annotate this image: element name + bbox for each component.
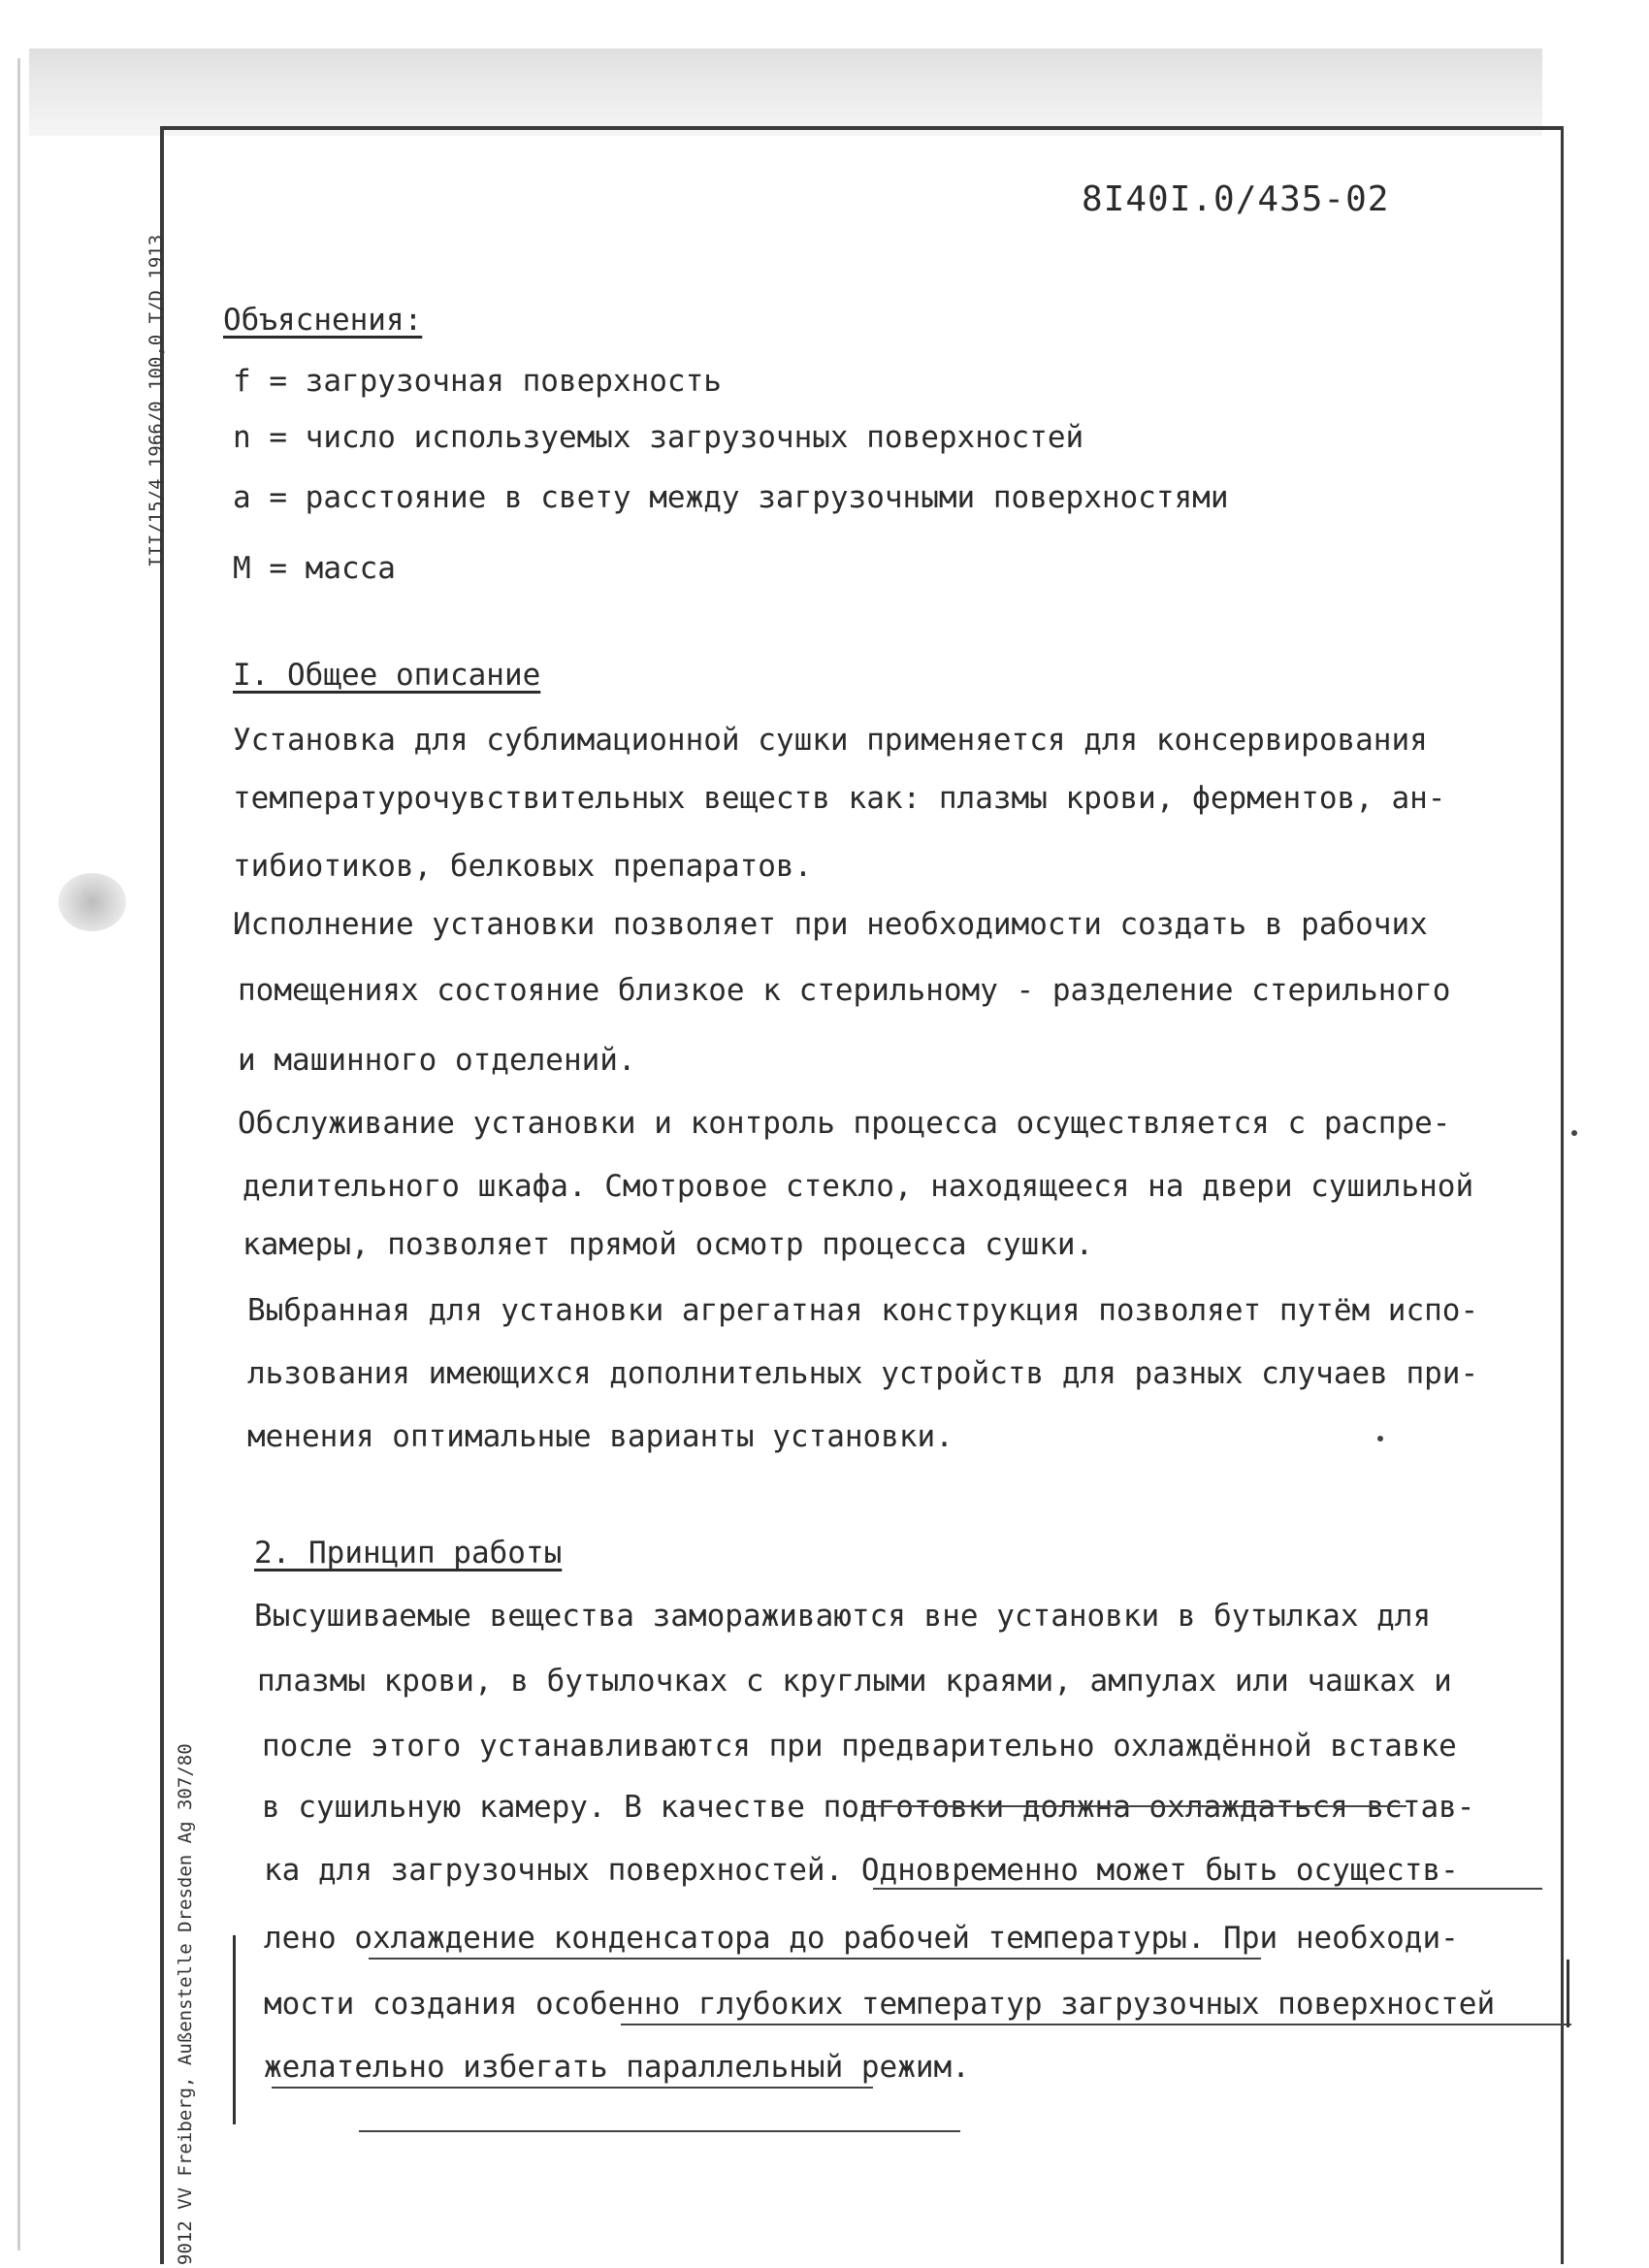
section2-line: плазмы крови, в бутылочках с круглыми краями, ампулах или чашках и [257,1664,1452,1699]
section2-line: желательно избегать параллельный режим. [264,2050,970,2085]
scan-smudge [58,873,126,931]
handwritten-underline [863,1799,1406,1807]
document-number: 8I40I.0/435-02 [1082,179,1390,219]
section2-line: в сушильную камеру. В качестве подготовки должна охлаждаться встав- [262,1790,1475,1825]
section1-line: льзования имеющихся дополнительных устройств для разных случаев при- [247,1356,1479,1391]
scan-shadow [29,49,1542,136]
section1-line: Выбранная для установки агрегатная конструкция позволяет путём испо- [247,1293,1479,1328]
section2-line: лено охлаждение конденсатора до рабочей температуры. При необходи- [264,1921,1459,1956]
section1-line: делительного шкафа. Смотровое стекло, находящееся на двери сушильной [242,1169,1474,1204]
handwritten-underline [621,2018,1571,2025]
handwritten-underline [359,2124,960,2132]
section2-line: мости создания особенно глубоких температур загрузочных поверхностей [264,1987,1496,2022]
handwritten-underline [873,1882,1542,1890]
section1-line: тибиотиков, белковых препаратов. [233,849,813,884]
section1-line: Исполнение установки позволяет при необходимости создать в рабочих [233,907,1428,942]
handwritten-bracket [233,1935,275,2124]
section2-line: Высушиваемые вещества замораживаются вне установки в бутылках для [254,1599,1432,1634]
section1-line: менения оптимальные варианты установки. [247,1419,954,1454]
explanation-item: a = расстояние в свету между загрузочными поверхностями [233,480,1229,515]
handwritten-underline [369,1952,1261,1960]
handwritten-underline [272,2081,873,2089]
section1-line: температурочувствительных веществ как: плазмы крови, ферментов, ан- [233,781,1446,816]
explanation-item: n = число используемых загрузочных поверхностей [233,420,1084,455]
section2-line: после этого устанавливаются при предварительно охлаждённой вставке [262,1729,1457,1764]
section2-line: ка для загрузочных поверхностей. Одновременно может быть осуществ- [264,1853,1459,1888]
scan-left-edge [17,58,20,2251]
margin-print-bottom: 9012 VV Freiberg, Außenstelle Dresden Ag 307/80 [175,1743,196,2265]
section1-line: Обслуживание установки и контроль процесса осуществляется с распре- [238,1106,1451,1141]
explanation-item: f = загрузочная поверхность [233,364,722,399]
section1-heading: I. Общее описание [233,658,541,693]
explanations-heading: Объяснения: [223,303,423,338]
explanation-item: М = масса [233,551,396,586]
scan-speck [1377,1436,1383,1442]
scan-speck [1571,1130,1577,1136]
section1-line: Установка для сублимационной сушки применяется для консервирования [233,723,1428,758]
section1-line: и машинного отделений. [238,1043,636,1078]
section1-line: камеры, позволяет прямой осмотр процесса сушки. [242,1227,1094,1262]
section2-heading: 2. Принцип работы [254,1536,563,1571]
section1-line: помещениях состояние близкое к стерильному - разделение стерильного [238,973,1451,1008]
margin-print-top: III/15/4 1966/0 100,0 T/D 1913 [146,234,167,567]
handwritten-bracket-right [1567,1960,1569,2027]
